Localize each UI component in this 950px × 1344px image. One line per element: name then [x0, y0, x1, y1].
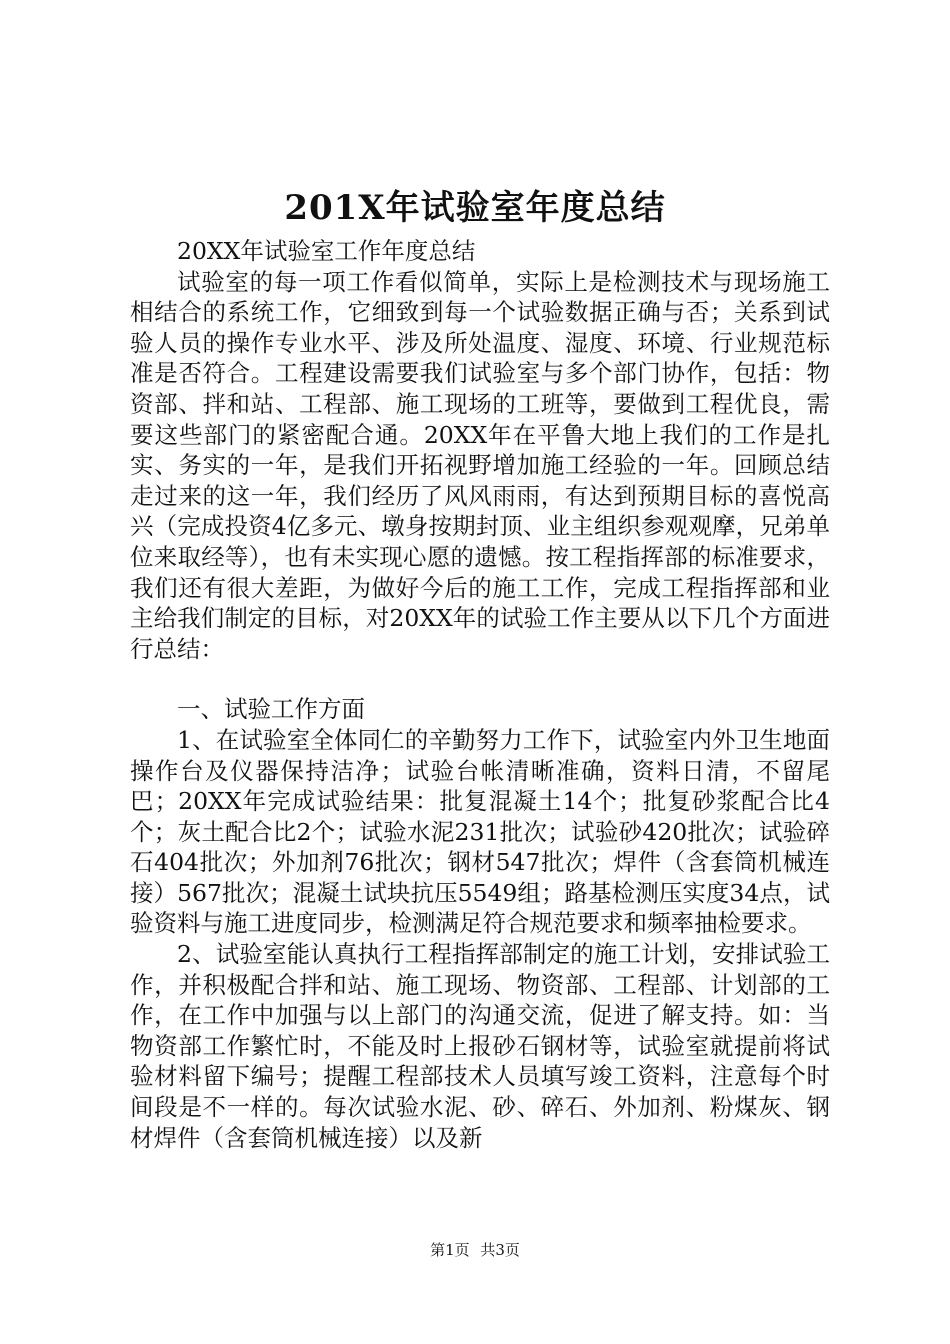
intro-paragraph: 试验室的每一项工作看似简单，实际上是检测技术与现场施工相结合的系统工作，它细致到每一个试验数据正确与否；关系到试验人员的操作专业水平、涉及所处温度、湿度、环境、行业规范标准是否符合。工程建设需要我们试验室与多个部门协作，包括：物资部、拌和站、工程部、施工现场的工班等，要做到工程优良，需要这些部门的紧密配合通。20XX年在平鲁大地上我们的工作是扎实、务实的一年，是我们开拓视野增加施工经验的一年。回顾总结走过来的这一年，我们经历了风风雨雨，有达到预期目标的喜悦高兴（完成投资4亿多元、墩身按期封顶、业主组织参观观摩，兄弟单位来取经等），也有未实现心愿的遗憾。按工程指挥部的标准要求，我们还有很大差距，为做好今后的施工工作，完成工程指挥部和业主给我们制定的目标，对20XX年的试验工作主要从以下几个方面进行总结： [130, 267, 830, 663]
section-heading: 一、试验工作方面 [177, 695, 365, 724]
section-paragraph-2: 2、试验室能认真执行工程指挥部制定的施工计划，安排试验工作，并积极配合拌和站、施工现场、物资部、工程部、计划部的工作，在工作中加强与以上部门的沟通交流，促进了解支持。如：当物资部工作繁忙时，不能及时上报砂石钢材等，试验室就提前将试验材料留下编号；提醒工程部技术人员填写竣工资料，注意每个时间段是不一样的。每次试验水泥、砂、碎石、外加剂、粉煤灰、钢材焊件（含套筒机械连接）以及新 [130, 940, 830, 1152]
document-title: 201X年试验室年度总结 [284, 188, 666, 228]
page-footer [0, 1240, 950, 1260]
document-subtitle: 20XX年试验室工作年度总结 [177, 237, 476, 265]
page-total: 共3页 [480, 1241, 520, 1259]
section-paragraph-1: 1、在试验室全体同仁的辛勤努力工作下，试验室内外卫生地面操作台及仪器保持洁净；试验台帐清晰准确，资料日清，不留尾巴；20XX年完成试验结果：批复混凝土14个；批复砂浆配合比4个；灰土配合比2个；试验水泥231批次；试验砂420批次；试验碎石404批次；外加剂76批次；钢材547批次；焊件（含套筒机械连接）567批次；混凝土试块抗压5549组；路基检测压实度34点，试验资料与施工进度同步，检测满足符合规范要求和频率抽检要求。 [130, 725, 830, 938]
document-body [130, 236, 830, 1153]
page-number: 第1页 [430, 1241, 470, 1259]
paragraph-gap [130, 664, 830, 694]
